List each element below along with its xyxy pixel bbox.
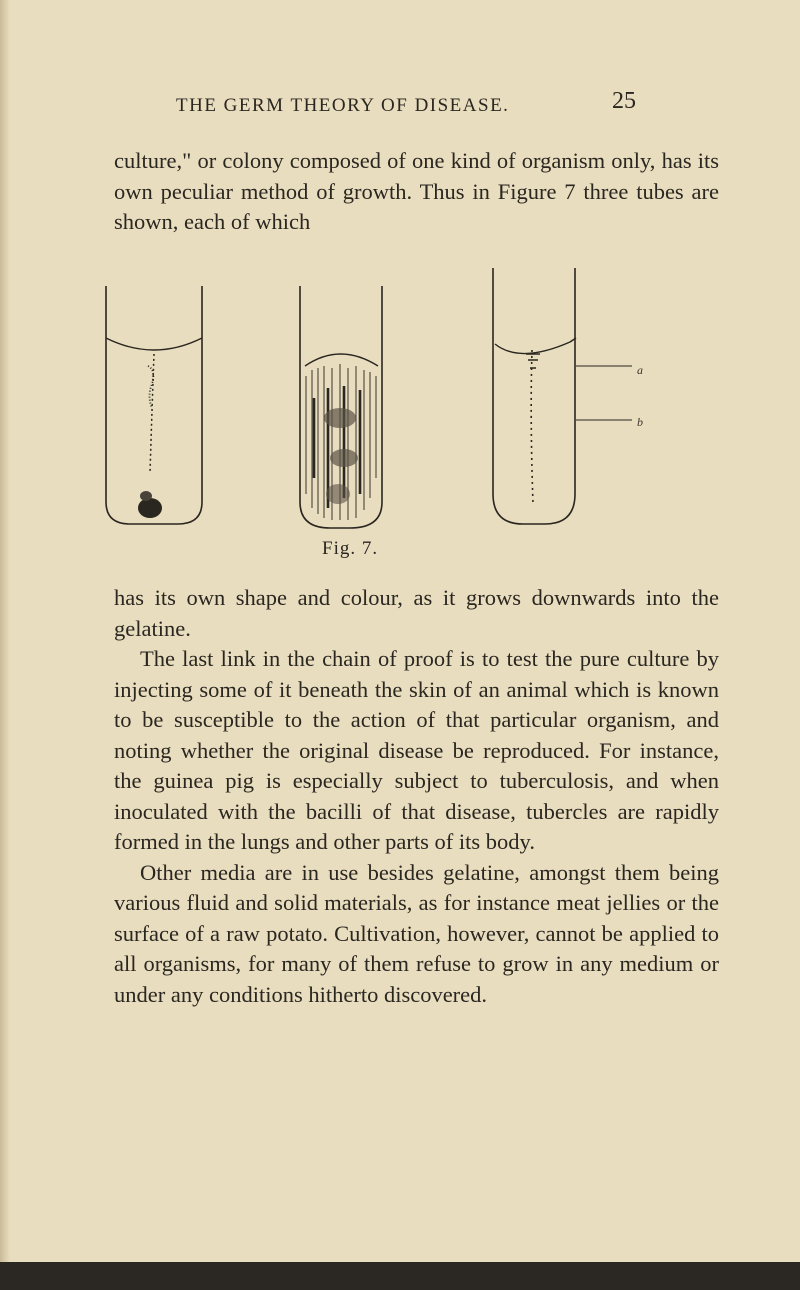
culture-tube-1-icon xyxy=(106,286,202,524)
figure-label-b: b xyxy=(637,415,643,429)
paragraph-top: culture," or colony composed of one kind of organism only, has its own peculiar method of growth. Thus in Figure 7 three tubes are shown, each of which xyxy=(114,148,719,234)
scan-bottom-band xyxy=(0,1262,800,1290)
paragraph-proof: The last link in the chain of proof is to test the pure culture by injecting some of it beneath the skin of an animal which is known to be susceptible to the action of that particular organism, and noting whether the original disease be reproduced. For instance, the guinea pig is especially subject to tuberculosis, and when inoculated with the bacilli of that disease, tubercles are rapidly formed in the lungs and other parts of its body. xyxy=(114,646,719,854)
culture-tube-3-icon xyxy=(493,268,632,524)
body-text xyxy=(114,583,719,1010)
paragraph-continuation: has its own shape and colour, as it grows downwards into the gelatine. xyxy=(114,585,719,641)
figure-label-a: a xyxy=(637,363,643,377)
figure-7 xyxy=(100,258,660,540)
figure-caption: Fig. 7. xyxy=(322,538,379,559)
page-edge xyxy=(0,0,10,1290)
culture-tube-2-icon xyxy=(300,286,382,528)
paragraph-media: Other media are in use besides gelatine, amongst them being various fluid and solid materials, as for instance meat jellies or the surface of a raw potato. Cultivation, however, cannot be applied to all organisms, for many of them refuse to grow in any medium or under any conditions hitherto discovered. xyxy=(114,859,719,1007)
running-title: THE GERM THEORY OF DISEASE. xyxy=(176,95,510,116)
page-number: 25 xyxy=(612,88,636,114)
